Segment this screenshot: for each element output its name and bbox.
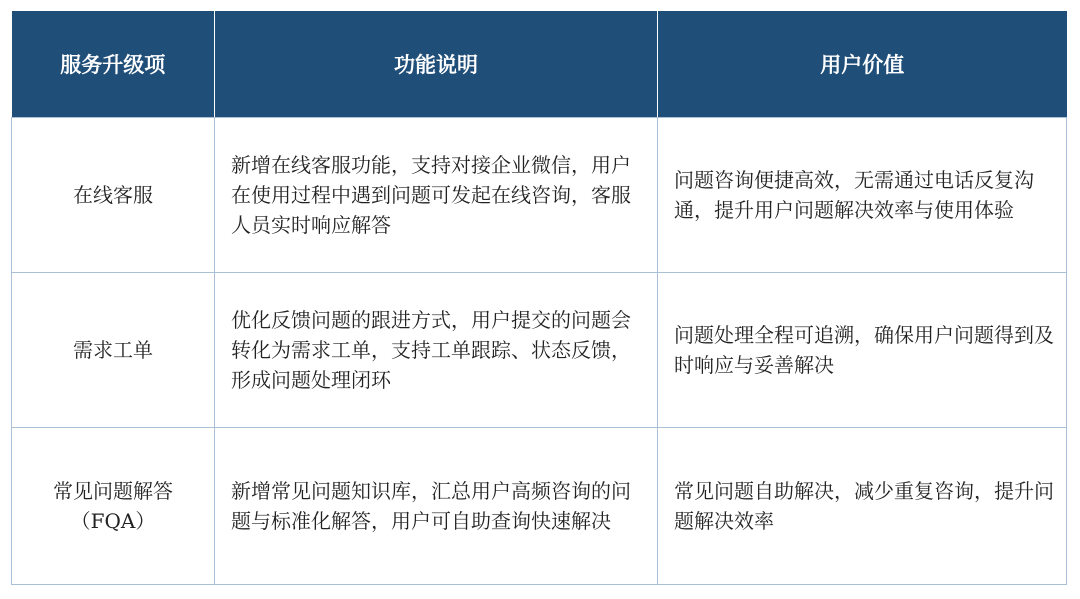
header-user-value: 用户价值 (658, 11, 1067, 118)
service-item-name: 需求工单 (73, 338, 153, 362)
table-row (12, 118, 1067, 273)
function-description-cell: 优化反馈问题的跟进方式，用户提交的问题会转化为需求工单，支持工单跟踪、状态反馈，形成问题处理闭环 (215, 273, 658, 428)
upgrade-table (11, 11, 1067, 585)
user-value-cell: 问题处理全程可追溯，确保用户问题得到及时响应与妥善解决 (658, 273, 1067, 428)
service-item-name-sub: （FQA） (70, 509, 156, 533)
table-row (12, 273, 1067, 428)
user-value-cell: 问题咨询便捷高效，无需通过电话反复沟通，提升用户问题解决效率与使用体验 (658, 118, 1067, 273)
header-service-item: 服务升级项 (12, 11, 215, 118)
function-description-cell: 新增常见问题知识库，汇总用户高频咨询的问题与标准化解答，用户可自助查询快速解决 (215, 428, 658, 585)
service-item-name: 在线客服 (73, 183, 153, 207)
table-header-row (12, 11, 1067, 118)
service-item-cell (12, 118, 215, 273)
service-upgrade-table (11, 11, 1066, 588)
service-item-cell (12, 428, 215, 585)
service-item-name: 常见问题解答 (53, 479, 173, 503)
header-function-description: 功能说明 (215, 11, 658, 118)
table-row (12, 428, 1067, 585)
service-item-cell (12, 273, 215, 428)
user-value-cell: 常见问题自助解决，减少重复咨询，提升问题解决效率 (658, 428, 1067, 585)
function-description-cell: 新增在线客服功能，支持对接企业微信，用户在使用过程中遇到问题可发起在线咨询，客服人员实时响应解答 (215, 118, 658, 273)
